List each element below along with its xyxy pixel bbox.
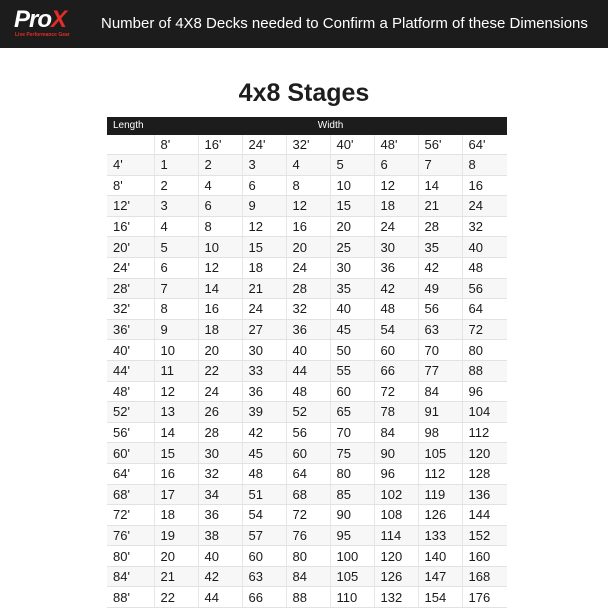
deck-count-cell: 48 xyxy=(374,299,418,320)
deck-count-cell: 32 xyxy=(462,216,507,237)
decks-table xyxy=(107,117,507,608)
deck-count-cell: 15 xyxy=(330,196,374,217)
deck-count-cell: 55 xyxy=(330,360,374,381)
length-value: 40' xyxy=(107,340,154,361)
deck-count-cell: 100 xyxy=(330,546,374,567)
deck-count-cell: 42 xyxy=(418,257,462,278)
deck-count-cell: 90 xyxy=(330,505,374,526)
deck-count-cell: 24 xyxy=(286,257,330,278)
deck-count-cell: 15 xyxy=(242,237,286,258)
deck-count-cell: 24 xyxy=(462,196,507,217)
deck-count-cell: 140 xyxy=(418,546,462,567)
deck-count-cell: 54 xyxy=(242,505,286,526)
deck-count-cell: 19 xyxy=(154,525,198,546)
logo-tagline: Live Performance Gear xyxy=(15,32,70,38)
length-value: 60' xyxy=(107,443,154,464)
deck-count-cell: 68 xyxy=(286,484,330,505)
deck-count-cell: 21 xyxy=(154,566,198,587)
deck-count-cell: 52 xyxy=(286,402,330,423)
deck-count-cell: 60 xyxy=(374,340,418,361)
deck-count-cell: 57 xyxy=(242,525,286,546)
deck-count-cell: 84 xyxy=(286,566,330,587)
deck-count-cell: 39 xyxy=(242,402,286,423)
deck-count-cell: 136 xyxy=(462,484,507,505)
table-row xyxy=(107,237,507,258)
deck-count-cell: 27 xyxy=(242,319,286,340)
deck-count-cell: 49 xyxy=(418,278,462,299)
deck-count-cell: 56 xyxy=(286,422,330,443)
deck-count-cell: 90 xyxy=(374,443,418,464)
deck-count-cell: 8 xyxy=(286,175,330,196)
table-row xyxy=(107,422,507,443)
deck-count-cell: 24 xyxy=(242,299,286,320)
deck-count-cell: 5 xyxy=(154,237,198,258)
deck-count-cell: 28 xyxy=(286,278,330,299)
page-title: 4x8 Stages xyxy=(238,79,370,107)
deck-count-cell: 8 xyxy=(462,155,507,176)
deck-count-cell: 6 xyxy=(374,155,418,176)
deck-count-cell: 152 xyxy=(462,525,507,546)
table-row xyxy=(107,402,507,423)
deck-count-cell: 30 xyxy=(330,257,374,278)
table-row xyxy=(107,443,507,464)
deck-count-cell: 147 xyxy=(418,566,462,587)
deck-count-cell: 128 xyxy=(462,463,507,484)
deck-count-cell: 154 xyxy=(418,587,462,608)
length-header: Length xyxy=(107,117,154,135)
deck-count-cell: 36 xyxy=(374,257,418,278)
deck-count-cell: 13 xyxy=(154,402,198,423)
deck-count-cell: 65 xyxy=(330,402,374,423)
deck-count-cell: 24 xyxy=(374,216,418,237)
deck-count-cell: 12 xyxy=(154,381,198,402)
deck-count-cell: 80 xyxy=(330,463,374,484)
deck-count-cell: 6 xyxy=(154,257,198,278)
deck-count-cell: 18 xyxy=(198,319,242,340)
deck-count-cell: 6 xyxy=(198,196,242,217)
length-value: 44' xyxy=(107,360,154,381)
length-value: 8' xyxy=(107,175,154,196)
deck-count-cell: 72 xyxy=(462,319,507,340)
deck-count-cell: 16 xyxy=(154,463,198,484)
banner-title: Number of 4X8 Decks needed to Confirm a Platform of these Dimensions xyxy=(101,15,588,32)
deck-count-cell: 114 xyxy=(374,525,418,546)
deck-count-cell: 36 xyxy=(198,505,242,526)
length-value: 48' xyxy=(107,381,154,402)
deck-count-cell: 2 xyxy=(154,175,198,196)
deck-count-cell: 76 xyxy=(286,525,330,546)
deck-count-cell: 14 xyxy=(418,175,462,196)
corner-cell xyxy=(107,135,154,155)
deck-count-cell: 20 xyxy=(286,237,330,258)
deck-count-cell: 126 xyxy=(374,566,418,587)
deck-count-cell: 30 xyxy=(198,443,242,464)
deck-count-cell: 70 xyxy=(330,422,374,443)
deck-count-cell: 112 xyxy=(462,422,507,443)
deck-count-cell: 10 xyxy=(198,237,242,258)
width-values-row xyxy=(107,135,507,155)
deck-count-cell: 120 xyxy=(462,443,507,464)
deck-count-cell: 2 xyxy=(198,155,242,176)
table-body xyxy=(107,135,507,608)
table-row xyxy=(107,319,507,340)
deck-count-cell: 38 xyxy=(198,525,242,546)
deck-count-cell: 98 xyxy=(418,422,462,443)
deck-count-cell: 78 xyxy=(374,402,418,423)
deck-count-cell: 3 xyxy=(242,155,286,176)
deck-count-cell: 40 xyxy=(286,340,330,361)
length-value: 20' xyxy=(107,237,154,258)
deck-count-cell: 44 xyxy=(286,360,330,381)
width-value: 40' xyxy=(330,135,374,155)
deck-count-cell: 126 xyxy=(418,505,462,526)
length-value: 36' xyxy=(107,319,154,340)
logo-wordmark xyxy=(14,7,66,33)
deck-count-cell: 36 xyxy=(242,381,286,402)
deck-count-cell: 28 xyxy=(418,216,462,237)
table-row xyxy=(107,175,507,196)
width-value: 48' xyxy=(374,135,418,155)
length-value: 84' xyxy=(107,566,154,587)
deck-count-cell: 48 xyxy=(462,257,507,278)
deck-count-cell: 56 xyxy=(418,299,462,320)
deck-count-cell: 5 xyxy=(330,155,374,176)
table-row xyxy=(107,381,507,402)
deck-count-cell: 105 xyxy=(330,566,374,587)
deck-count-cell: 70 xyxy=(418,340,462,361)
width-value: 16' xyxy=(198,135,242,155)
deck-count-cell: 77 xyxy=(418,360,462,381)
deck-count-cell: 9 xyxy=(242,196,286,217)
deck-count-cell: 95 xyxy=(330,525,374,546)
deck-count-cell: 25 xyxy=(330,237,374,258)
deck-count-cell: 12 xyxy=(374,175,418,196)
table-row xyxy=(107,196,507,217)
deck-count-cell: 144 xyxy=(462,505,507,526)
table-row xyxy=(107,155,507,176)
length-value: 32' xyxy=(107,299,154,320)
deck-count-cell: 30 xyxy=(242,340,286,361)
deck-count-cell: 10 xyxy=(154,340,198,361)
length-value: 16' xyxy=(107,216,154,237)
deck-count-cell: 50 xyxy=(330,340,374,361)
deck-count-cell: 176 xyxy=(462,587,507,608)
deck-count-cell: 7 xyxy=(418,155,462,176)
table-row xyxy=(107,278,507,299)
deck-count-cell: 32 xyxy=(198,463,242,484)
logo-x: X xyxy=(51,6,67,33)
deck-count-cell: 80 xyxy=(286,546,330,567)
deck-count-cell: 4 xyxy=(286,155,330,176)
deck-count-cell: 110 xyxy=(330,587,374,608)
deck-count-cell: 11 xyxy=(154,360,198,381)
deck-count-cell: 66 xyxy=(374,360,418,381)
deck-count-cell: 66 xyxy=(242,587,286,608)
deck-count-cell: 1 xyxy=(154,155,198,176)
width-header: Width xyxy=(154,117,507,135)
deck-count-cell: 30 xyxy=(374,237,418,258)
table-row xyxy=(107,546,507,567)
length-value: 72' xyxy=(107,505,154,526)
deck-count-cell: 12 xyxy=(198,257,242,278)
deck-count-cell: 54 xyxy=(374,319,418,340)
deck-count-cell: 28 xyxy=(198,422,242,443)
table-row xyxy=(107,525,507,546)
deck-count-cell: 34 xyxy=(198,484,242,505)
deck-count-cell: 18 xyxy=(154,505,198,526)
deck-count-cell: 21 xyxy=(418,196,462,217)
deck-count-cell: 8 xyxy=(154,299,198,320)
deck-count-cell: 80 xyxy=(462,340,507,361)
deck-count-cell: 96 xyxy=(374,463,418,484)
width-value: 64' xyxy=(462,135,507,155)
deck-count-cell: 85 xyxy=(330,484,374,505)
deck-count-cell: 42 xyxy=(374,278,418,299)
deck-count-cell: 96 xyxy=(462,381,507,402)
deck-count-cell: 42 xyxy=(198,566,242,587)
deck-count-cell: 3 xyxy=(154,196,198,217)
deck-count-cell: 119 xyxy=(418,484,462,505)
length-value: 56' xyxy=(107,422,154,443)
length-value: 76' xyxy=(107,525,154,546)
deck-count-cell: 60 xyxy=(330,381,374,402)
deck-count-cell: 40 xyxy=(330,299,374,320)
deck-count-cell: 105 xyxy=(418,443,462,464)
deck-count-cell: 84 xyxy=(374,422,418,443)
deck-count-cell: 45 xyxy=(330,319,374,340)
deck-count-cell: 36 xyxy=(286,319,330,340)
deck-count-cell: 91 xyxy=(418,402,462,423)
deck-count-cell: 88 xyxy=(286,587,330,608)
deck-count-cell: 168 xyxy=(462,566,507,587)
deck-count-cell: 35 xyxy=(418,237,462,258)
table-row xyxy=(107,566,507,587)
length-value: 68' xyxy=(107,484,154,505)
length-value: 24' xyxy=(107,257,154,278)
table-row xyxy=(107,484,507,505)
deck-count-cell: 56 xyxy=(462,278,507,299)
deck-count-cell: 14 xyxy=(198,278,242,299)
deck-count-cell: 45 xyxy=(242,443,286,464)
table-row xyxy=(107,257,507,278)
top-banner xyxy=(0,0,608,48)
deck-count-cell: 48 xyxy=(286,381,330,402)
deck-count-cell: 26 xyxy=(198,402,242,423)
deck-count-cell: 64 xyxy=(286,463,330,484)
deck-count-cell: 72 xyxy=(374,381,418,402)
deck-count-cell: 60 xyxy=(286,443,330,464)
deck-count-cell: 88 xyxy=(462,360,507,381)
deck-count-cell: 64 xyxy=(462,299,507,320)
deck-count-cell: 60 xyxy=(242,546,286,567)
length-value: 4' xyxy=(107,155,154,176)
table-row xyxy=(107,299,507,320)
deck-count-cell: 21 xyxy=(242,278,286,299)
deck-count-cell: 72 xyxy=(286,505,330,526)
deck-count-cell: 24 xyxy=(198,381,242,402)
table-row xyxy=(107,360,507,381)
deck-count-cell: 15 xyxy=(154,443,198,464)
deck-count-cell: 14 xyxy=(154,422,198,443)
table-row xyxy=(107,463,507,484)
length-value: 88' xyxy=(107,587,154,608)
table-row xyxy=(107,505,507,526)
deck-count-cell: 104 xyxy=(462,402,507,423)
deck-count-cell: 33 xyxy=(242,360,286,381)
deck-count-cell: 63 xyxy=(242,566,286,587)
deck-count-cell: 16 xyxy=(198,299,242,320)
deck-count-cell: 84 xyxy=(418,381,462,402)
length-value: 64' xyxy=(107,463,154,484)
deck-count-cell: 44 xyxy=(198,587,242,608)
deck-count-cell: 12 xyxy=(242,216,286,237)
deck-count-cell: 16 xyxy=(462,175,507,196)
deck-count-cell: 22 xyxy=(198,360,242,381)
deck-count-cell: 35 xyxy=(330,278,374,299)
deck-count-cell: 6 xyxy=(242,175,286,196)
prox-logo xyxy=(14,7,84,41)
logo-text: Pro xyxy=(14,6,52,33)
deck-count-cell: 160 xyxy=(462,546,507,567)
deck-count-cell: 17 xyxy=(154,484,198,505)
deck-count-cell: 40 xyxy=(198,546,242,567)
table-row xyxy=(107,216,507,237)
table-row xyxy=(107,587,507,608)
deck-count-cell: 40 xyxy=(462,237,507,258)
deck-count-cell: 51 xyxy=(242,484,286,505)
deck-count-cell: 18 xyxy=(374,196,418,217)
table-header-row xyxy=(107,117,507,135)
width-value: 56' xyxy=(418,135,462,155)
width-value: 8' xyxy=(154,135,198,155)
deck-count-cell: 8 xyxy=(198,216,242,237)
deck-count-cell: 42 xyxy=(242,422,286,443)
deck-count-cell: 48 xyxy=(242,463,286,484)
length-value: 12' xyxy=(107,196,154,217)
deck-count-cell: 120 xyxy=(374,546,418,567)
deck-count-cell: 63 xyxy=(418,319,462,340)
length-value: 80' xyxy=(107,546,154,567)
deck-count-cell: 18 xyxy=(242,257,286,278)
deck-count-cell: 133 xyxy=(418,525,462,546)
deck-count-cell: 108 xyxy=(374,505,418,526)
deck-count-cell: 4 xyxy=(154,216,198,237)
deck-count-cell: 132 xyxy=(374,587,418,608)
width-value: 32' xyxy=(286,135,330,155)
deck-count-cell: 32 xyxy=(286,299,330,320)
length-value: 28' xyxy=(107,278,154,299)
deck-count-cell: 20 xyxy=(330,216,374,237)
table-row xyxy=(107,340,507,361)
deck-count-cell: 9 xyxy=(154,319,198,340)
deck-count-cell: 12 xyxy=(286,196,330,217)
deck-count-cell: 112 xyxy=(418,463,462,484)
deck-count-cell: 102 xyxy=(374,484,418,505)
deck-count-cell: 20 xyxy=(154,546,198,567)
width-value: 24' xyxy=(242,135,286,155)
deck-count-cell: 22 xyxy=(154,587,198,608)
deck-count-cell: 16 xyxy=(286,216,330,237)
length-value: 52' xyxy=(107,402,154,423)
deck-count-cell: 4 xyxy=(198,175,242,196)
deck-count-cell: 7 xyxy=(154,278,198,299)
deck-count-cell: 10 xyxy=(330,175,374,196)
deck-count-cell: 75 xyxy=(330,443,374,464)
deck-count-cell: 20 xyxy=(198,340,242,361)
